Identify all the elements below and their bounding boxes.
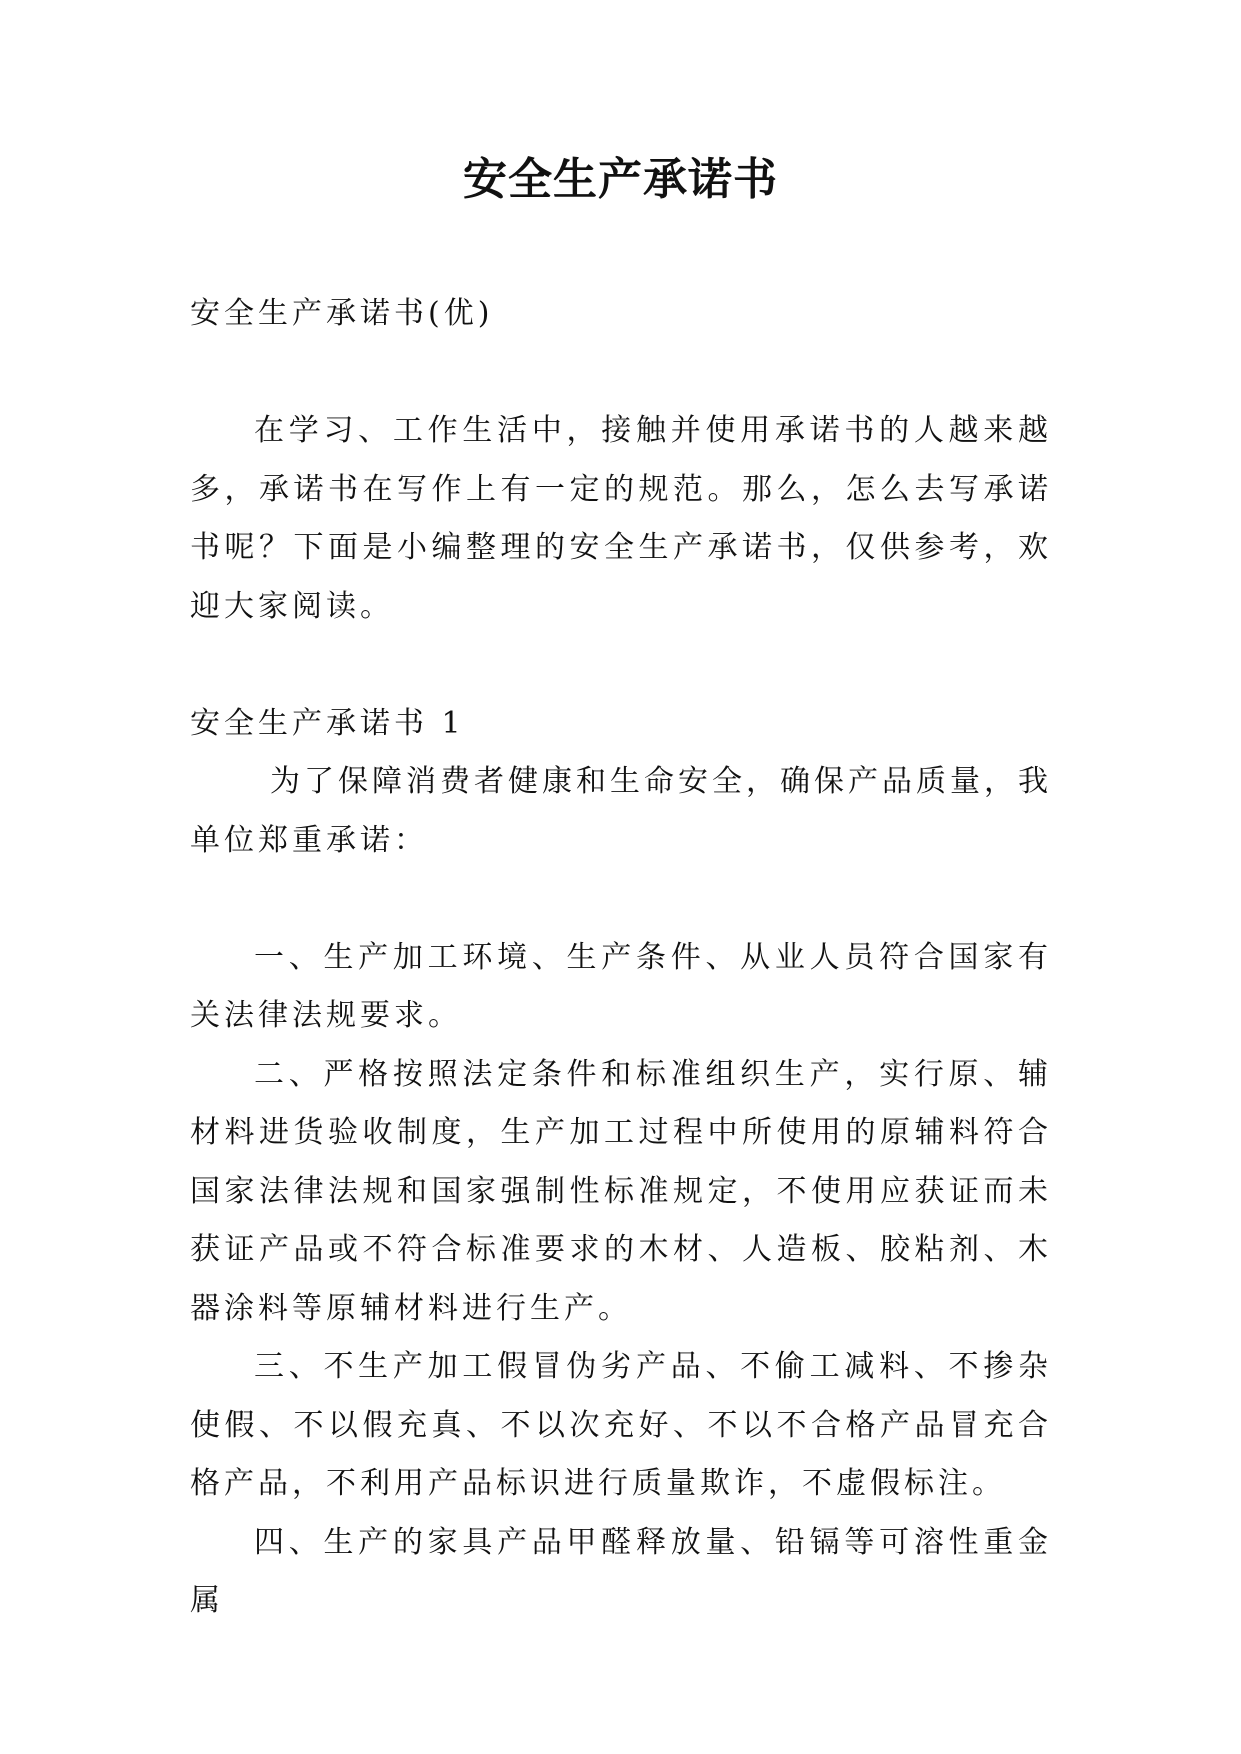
document-title: 安全生产承诺书: [463, 154, 778, 205]
section-heading: 安全生产承诺书 1: [190, 705, 465, 741]
section-intro-paragraph: 为了保障消费者健康和生命安全，确保产品质量，我单位郑重承诺：: [190, 764, 1052, 858]
intro-paragraph: 在学习、工作生活中，接触并使用承诺书的人越来越多，承诺书在写作上有一定的规范。那么，怎么去写承诺书呢？下面是小编整理的安全生产承诺书，仅供参考，欢迎大家阅读。: [190, 413, 1052, 624]
commitment-item-3: 三、不生产加工假冒伪劣产品、不偷工减料、不掺杂使假、不以假充真、不以次充好、不以不合格产品冒充合格产品，不利用产品标识进行质量欺诈，不虚假标注。: [190, 1349, 1052, 1501]
paragraph-gap: [190, 870, 1052, 929]
commitment-item-4: 四、生产的家具产品甲醛释放量、铅镉等可溶性重金属: [190, 1524, 1052, 1618]
paragraph-gap: [190, 344, 1052, 403]
document-subtitle: 安全生产承诺书(优): [190, 296, 494, 331]
commitment-item-2: 二、严格按照法定条件和标准组织生产，实行原、辅材料进货验收制度，生产加工过程中所使用的原辅料符合国家法律法规和国家强制性标准规定，不使用应获证而未获证产品或不符合标准要求的木材、人造板、胶粘剂、木器涂料等原辅材料进行生产。: [190, 1056, 1052, 1326]
commitment-item-1: 一、生产加工环境、生产条件、从业人员符合国家有关法律法规要求。: [190, 939, 1052, 1033]
document-body: [190, 285, 1052, 1631]
paragraph-gap: [190, 636, 1052, 695]
